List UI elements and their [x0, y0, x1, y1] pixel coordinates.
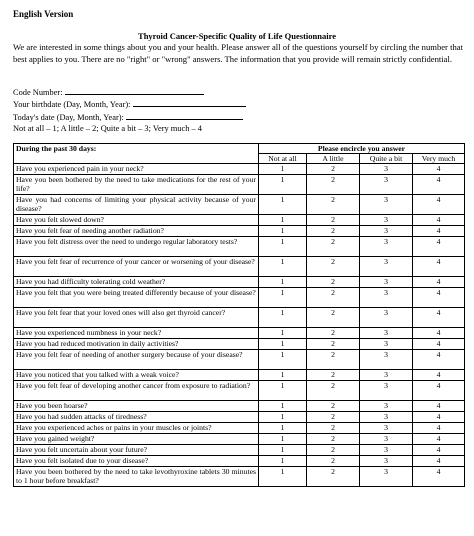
answer-option-2[interactable]: 2 [307, 401, 360, 412]
answer-option-2[interactable]: 2 [307, 339, 360, 350]
answer-option-4[interactable]: 4 [413, 434, 465, 445]
answer-option-3[interactable]: 3 [360, 328, 413, 339]
option-header: Not at all [259, 154, 307, 164]
answer-option-4[interactable]: 4 [413, 328, 465, 339]
answer-option-4[interactable]: 4 [413, 308, 465, 328]
answer-option-3[interactable]: 3 [360, 164, 413, 175]
question-row [14, 350, 465, 370]
answer-option-1[interactable]: 1 [259, 434, 307, 445]
answer-option-3[interactable]: 3 [360, 445, 413, 456]
question-rows [14, 164, 465, 487]
answer-option-2[interactable]: 2 [307, 226, 360, 237]
answer-option-4[interactable]: 4 [413, 381, 465, 401]
question-text: Have you experienced aches or pains in your muscles or joints? [14, 423, 259, 434]
answer-option-4[interactable]: 4 [413, 456, 465, 467]
question-text: Have you had concerns of limiting your physical activity because of your disease? [14, 195, 259, 215]
answer-option-3[interactable]: 3 [360, 401, 413, 412]
birthdate-line[interactable] [133, 98, 246, 107]
question-row [14, 257, 465, 277]
question-text: Have you felt fear of developing another cancer from exposure to radiation? [14, 381, 259, 401]
question-text: Have you been bothered by the need to take levothyroxine tablets 30 minutes to 1 hour before breakfast? [14, 467, 259, 487]
period-header: During the past 30 days: [14, 144, 259, 164]
question-text: Have you had reduced motivation in daily activities? [14, 339, 259, 350]
answer-option-1[interactable]: 1 [259, 456, 307, 467]
answer-option-2[interactable]: 2 [307, 370, 360, 381]
answer-option-4[interactable]: 4 [413, 215, 465, 226]
answer-option-1[interactable]: 1 [259, 175, 307, 195]
questionnaire-table [13, 143, 465, 487]
answer-option-2[interactable]: 2 [307, 277, 360, 288]
answer-option-2[interactable]: 2 [307, 257, 360, 277]
code-number-line[interactable] [65, 86, 204, 95]
code-number-row [13, 86, 246, 98]
answer-option-4[interactable]: 4 [413, 412, 465, 423]
answer-option-4[interactable]: 4 [413, 401, 465, 412]
answer-option-2[interactable]: 2 [307, 288, 360, 308]
question-row [14, 237, 465, 257]
question-row [14, 277, 465, 288]
code-number-label: Code Number: [13, 88, 63, 97]
answer-option-4[interactable]: 4 [413, 257, 465, 277]
today-date-row [13, 111, 246, 123]
question-text: Have you felt fear that your loved ones will also get thyroid cancer? [14, 308, 259, 328]
encircle-header: Please encircle you answer [259, 144, 465, 154]
answer-option-3[interactable]: 3 [360, 175, 413, 195]
answer-option-1[interactable]: 1 [259, 215, 307, 226]
question-text: Have you felt distress over the need to undergo regular laboratory tests? [14, 237, 259, 257]
intro-paragraph: We are interested in some things about you and your health. Please answer all of the questions yourself by circling the number that best applies to you. There are no "right" or "wrong" answers. The information that you provide will remain strictly confidential. [13, 42, 463, 64]
answer-option-4[interactable]: 4 [413, 195, 465, 215]
version-label: English Version [13, 9, 74, 19]
answer-option-2[interactable]: 2 [307, 164, 360, 175]
questionnaire-title: Thyroid Cancer-Specific Quality of Life Questionnaire [138, 31, 336, 41]
answer-option-2[interactable]: 2 [307, 456, 360, 467]
question-text: Have you had sudden attacks of tiredness? [14, 412, 259, 423]
question-text: Have you been hoarse? [14, 401, 259, 412]
answer-option-3[interactable]: 3 [360, 237, 413, 257]
answer-option-1[interactable]: 1 [259, 401, 307, 412]
answer-option-1[interactable]: 1 [259, 350, 307, 370]
answer-option-1[interactable]: 1 [259, 308, 307, 328]
answer-option-1[interactable]: 1 [259, 328, 307, 339]
answer-option-4[interactable]: 4 [413, 164, 465, 175]
answer-option-4[interactable]: 4 [413, 350, 465, 370]
answer-option-4[interactable]: 4 [413, 175, 465, 195]
answer-option-4[interactable]: 4 [413, 277, 465, 288]
question-text: Have you felt fear of recurrence of your cancer or worsening of your disease? [14, 257, 259, 277]
answer-option-2[interactable]: 2 [307, 195, 360, 215]
answer-option-1[interactable]: 1 [259, 277, 307, 288]
answer-option-4[interactable]: 4 [413, 226, 465, 237]
answer-option-4[interactable]: 4 [413, 339, 465, 350]
answer-option-2[interactable]: 2 [307, 381, 360, 401]
answer-option-1[interactable]: 1 [259, 257, 307, 277]
question-row [14, 423, 465, 434]
scale-legend: Not at all – 1; A little – 2; Quite a bit – 3; Very much – 4 [13, 124, 202, 134]
question-text: Have you felt fear of needing another radiation? [14, 226, 259, 237]
question-text: Have you had difficulty tolerating cold weather? [14, 277, 259, 288]
answer-option-3[interactable]: 3 [360, 226, 413, 237]
answer-option-2[interactable]: 2 [307, 328, 360, 339]
question-text: Have you felt slowed down? [14, 215, 259, 226]
answer-option-4[interactable]: 4 [413, 237, 465, 257]
answer-option-3[interactable]: 3 [360, 195, 413, 215]
option-header: Very much [413, 154, 465, 164]
answer-option-2[interactable]: 2 [307, 423, 360, 434]
question-row [14, 434, 465, 445]
today-date-label: Today's date (Day, Month, Year): [13, 112, 124, 122]
question-row [14, 175, 465, 195]
answer-option-3[interactable]: 3 [360, 350, 413, 370]
answer-option-2[interactable]: 2 [307, 237, 360, 257]
answer-option-1[interactable]: 1 [259, 381, 307, 401]
question-row [14, 467, 465, 487]
option-header: Quite a bit [360, 154, 413, 164]
answer-option-4[interactable]: 4 [413, 370, 465, 381]
answer-option-3[interactable]: 3 [360, 288, 413, 308]
question-row [14, 412, 465, 423]
answer-option-1[interactable]: 1 [259, 226, 307, 237]
answer-option-4[interactable]: 4 [413, 445, 465, 456]
answer-option-2[interactable]: 2 [307, 350, 360, 370]
option-header: A little [307, 154, 360, 164]
answer-option-3[interactable]: 3 [360, 215, 413, 226]
question-text: Have you gained weight? [14, 434, 259, 445]
question-row [14, 308, 465, 328]
question-row [14, 381, 465, 401]
answer-option-3[interactable]: 3 [360, 257, 413, 277]
question-text: Have you experienced numbness in your neck? [14, 328, 259, 339]
answer-option-1[interactable]: 1 [259, 467, 307, 487]
answer-option-1[interactable]: 1 [259, 288, 307, 308]
question-text: Have you felt uncertain about your future? [14, 445, 259, 456]
answer-option-2[interactable]: 2 [307, 308, 360, 328]
answer-option-4[interactable]: 4 [413, 423, 465, 434]
answer-option-3[interactable]: 3 [360, 277, 413, 288]
answer-option-1[interactable]: 1 [259, 423, 307, 434]
question-row [14, 164, 465, 175]
answer-option-1[interactable]: 1 [259, 370, 307, 381]
answer-option-2[interactable]: 2 [307, 445, 360, 456]
question-row [14, 288, 465, 308]
answer-option-3[interactable]: 3 [360, 423, 413, 434]
question-row [14, 370, 465, 381]
question-text: Have you felt isolated due to your disease? [14, 456, 259, 467]
answer-option-2[interactable]: 2 [307, 467, 360, 487]
question-row [14, 328, 465, 339]
question-text: Have you felt fear of needing of another surgery because of your disease? [14, 350, 259, 370]
question-row [14, 456, 465, 467]
question-text: Have you noticed that you talked with a weak voice? [14, 370, 259, 381]
birthdate-row [13, 98, 246, 110]
answer-option-3[interactable]: 3 [360, 434, 413, 445]
question-text: Have you felt that you were being treated differently because of your disease? [14, 288, 259, 308]
answer-option-2[interactable]: 2 [307, 434, 360, 445]
answer-option-2[interactable]: 2 [307, 412, 360, 423]
answer-option-3[interactable]: 3 [360, 370, 413, 381]
answer-option-3[interactable]: 3 [360, 381, 413, 401]
answer-option-2[interactable]: 2 [307, 175, 360, 195]
answer-option-1[interactable]: 1 [259, 339, 307, 350]
question-row [14, 226, 465, 237]
answer-option-4[interactable]: 4 [413, 288, 465, 308]
answer-option-1[interactable]: 1 [259, 237, 307, 257]
question-row [14, 401, 465, 412]
answer-option-1[interactable]: 1 [259, 445, 307, 456]
answer-option-3[interactable]: 3 [360, 412, 413, 423]
answer-option-4[interactable]: 4 [413, 467, 465, 487]
question-text: Have you been bothered by the need to take medications for the rest of your life? [14, 175, 259, 195]
answer-option-1[interactable]: 1 [259, 164, 307, 175]
answer-option-1[interactable]: 1 [259, 195, 307, 215]
today-date-line[interactable] [126, 111, 243, 120]
question-row [14, 445, 465, 456]
birthdate-label: Your birthdate (Day, Month, Year): [13, 100, 131, 110]
answer-option-3[interactable]: 3 [360, 339, 413, 350]
respondent-fields [13, 86, 246, 135]
question-row [14, 339, 465, 350]
answer-option-1[interactable]: 1 [259, 412, 307, 423]
question-text: Have you experienced pain in your neck? [14, 164, 259, 175]
question-row [14, 215, 465, 226]
answer-option-2[interactable]: 2 [307, 215, 360, 226]
answer-option-3[interactable]: 3 [360, 456, 413, 467]
answer-option-3[interactable]: 3 [360, 308, 413, 328]
answer-option-3[interactable]: 3 [360, 467, 413, 487]
question-row [14, 195, 465, 215]
